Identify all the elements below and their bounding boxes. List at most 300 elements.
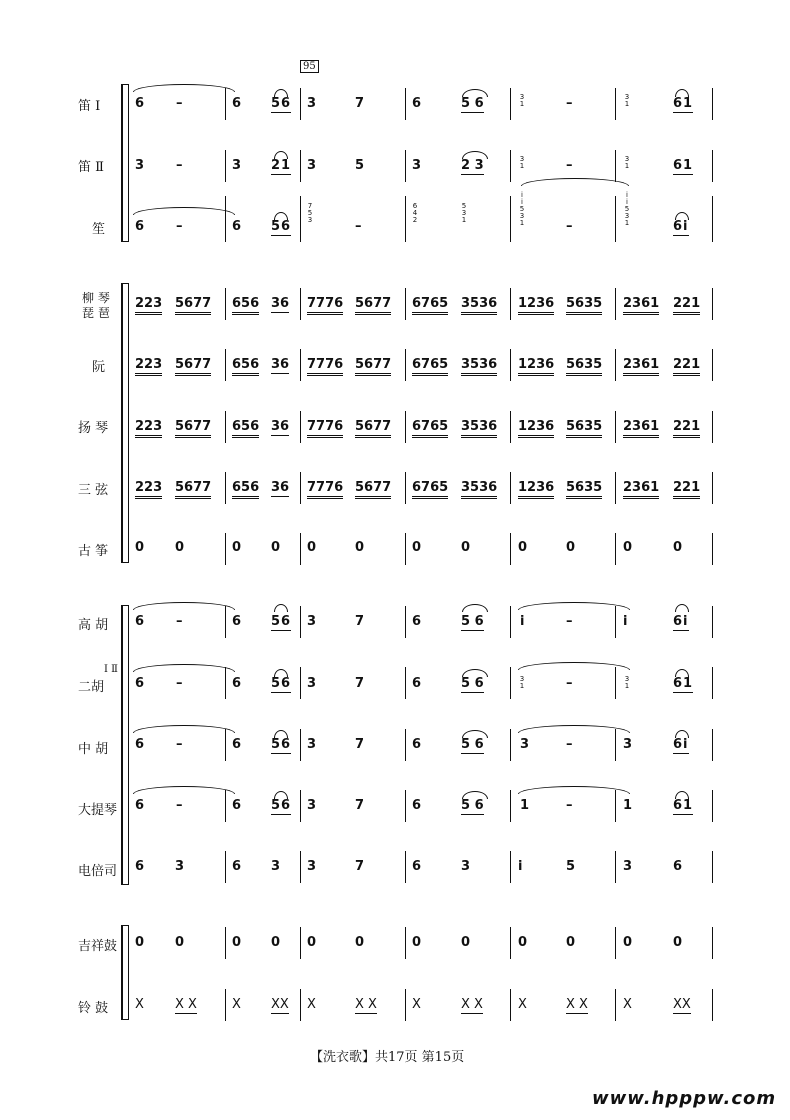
- note: 56: [271, 676, 292, 691]
- rest: 0: [355, 935, 365, 950]
- chord-note: 3 1: [624, 155, 630, 170]
- note: 6: [135, 859, 145, 874]
- barline: [510, 927, 511, 959]
- rest: 0: [175, 935, 185, 950]
- barline: [300, 989, 301, 1021]
- note: –: [566, 737, 573, 752]
- barline: [405, 790, 406, 822]
- rest: 0: [461, 935, 471, 950]
- note: 2361: [623, 480, 659, 499]
- note: 5 6: [461, 676, 484, 691]
- note: i: [520, 614, 525, 629]
- barline: [615, 989, 616, 1021]
- note: 5 6: [461, 798, 484, 813]
- note: 36: [271, 419, 290, 434]
- note: 1236: [518, 296, 554, 315]
- note: –: [176, 676, 183, 691]
- note: 56: [271, 219, 292, 234]
- barline: [405, 349, 406, 381]
- slur: [133, 786, 235, 794]
- bracket-cap: [121, 241, 128, 242]
- note: 5635: [566, 480, 602, 499]
- beat: X X: [355, 997, 377, 1012]
- note: 6: [135, 219, 145, 234]
- label-dizi-1: 笛 Ⅰ: [78, 99, 101, 114]
- barline: [712, 349, 713, 381]
- barline: [405, 288, 406, 320]
- label-sanxian: 三 弦: [78, 483, 109, 498]
- note: 5635: [566, 357, 602, 376]
- barline: [300, 288, 301, 320]
- barline: [510, 533, 511, 565]
- rest: 0: [518, 540, 528, 555]
- note: 7776: [307, 419, 343, 438]
- note: 61: [673, 158, 694, 173]
- note: 5677: [355, 357, 391, 376]
- note: 1236: [518, 357, 554, 376]
- slur: [518, 725, 630, 733]
- note: 21: [271, 158, 292, 173]
- rest: 0: [623, 935, 633, 950]
- barline: [510, 196, 511, 242]
- note: 5677: [175, 419, 211, 438]
- barline: [712, 667, 713, 699]
- chord-note: 3 1: [519, 155, 525, 170]
- note: 61: [673, 798, 694, 813]
- chord-note: 5 3 1: [461, 202, 467, 224]
- note: 656: [232, 357, 259, 376]
- note: 1236: [518, 480, 554, 499]
- note: 3: [307, 859, 317, 874]
- barline: [510, 606, 511, 638]
- note: 223: [135, 480, 162, 499]
- note: 6: [232, 798, 242, 813]
- barline: [225, 989, 226, 1021]
- note: 6: [232, 859, 242, 874]
- bracket-cap: [121, 884, 128, 885]
- barline: [405, 411, 406, 443]
- rest: 0: [175, 540, 185, 555]
- label-guzheng: 古 筝: [78, 544, 109, 559]
- note: 6: [232, 96, 242, 111]
- slur: [518, 602, 630, 610]
- rest: 0: [135, 540, 145, 555]
- system-line: [128, 283, 129, 563]
- label-sheng: 笙: [92, 222, 106, 237]
- note: 1: [623, 798, 633, 813]
- rest: 0: [518, 935, 528, 950]
- beat: XX: [673, 997, 691, 1012]
- barline: [615, 606, 616, 638]
- rest: 0: [566, 540, 576, 555]
- rest: 0: [412, 540, 422, 555]
- note: 656: [232, 480, 259, 499]
- barline: [510, 790, 511, 822]
- note: 6: [412, 614, 422, 629]
- label-gaohu: 高 胡: [78, 618, 109, 633]
- note: i: [518, 859, 523, 874]
- bracket-cap: [121, 605, 128, 606]
- slur: [521, 178, 629, 186]
- barline: [510, 667, 511, 699]
- label-jixianggu: 吉祥鼓: [78, 939, 118, 954]
- note: 7776: [307, 296, 343, 315]
- slur: [518, 786, 630, 794]
- note: 6i: [673, 614, 689, 629]
- note: –: [176, 737, 183, 752]
- chord-note: i i 5 3 1: [519, 191, 525, 227]
- barline: [300, 667, 301, 699]
- note: –: [355, 219, 362, 234]
- beat: XX: [271, 997, 289, 1012]
- note: 56: [271, 798, 292, 813]
- note: 6: [135, 798, 145, 813]
- rest: 0: [307, 540, 317, 555]
- barline: [300, 88, 301, 120]
- chord-note: 3 1: [519, 675, 525, 690]
- beat: X X: [175, 997, 197, 1012]
- barline: [225, 88, 226, 120]
- beat: X: [412, 997, 421, 1012]
- barline: [405, 667, 406, 699]
- barline: [225, 606, 226, 638]
- note: –: [566, 96, 573, 111]
- note: 7776: [307, 357, 343, 376]
- note: 3: [412, 158, 422, 173]
- barline: [405, 196, 406, 242]
- note: 5 6: [461, 737, 484, 752]
- rest: 0: [355, 540, 365, 555]
- note: 3: [307, 96, 317, 111]
- barline: [510, 851, 511, 883]
- barline: [405, 927, 406, 959]
- barline: [712, 533, 713, 565]
- note: 6: [232, 614, 242, 629]
- note: 2361: [623, 357, 659, 376]
- note: 6: [135, 96, 145, 111]
- bracket-bowed: [121, 605, 123, 885]
- barline: [225, 349, 226, 381]
- note: 1: [520, 798, 530, 813]
- label-erhu-parts: Ⅰ Ⅱ: [104, 664, 118, 675]
- rest: 0: [623, 540, 633, 555]
- label-pipa: 琵 琶: [82, 306, 110, 320]
- note: 3: [135, 158, 145, 173]
- barline: [712, 729, 713, 761]
- note: 6765: [412, 419, 448, 438]
- note: 6i: [673, 219, 689, 234]
- chord-note: 3 1: [624, 93, 630, 108]
- note: 5677: [355, 419, 391, 438]
- note: 656: [232, 419, 259, 438]
- note: 3: [307, 798, 317, 813]
- beat: X: [307, 997, 316, 1012]
- slur: [133, 207, 235, 215]
- note: 5 6: [461, 96, 484, 111]
- note: 6: [232, 676, 242, 691]
- note: 36: [271, 357, 290, 372]
- bracket-cap: [121, 562, 128, 563]
- barline: [300, 729, 301, 761]
- note: –: [566, 158, 573, 173]
- beat: X: [518, 997, 527, 1012]
- barline: [510, 150, 511, 182]
- note: 6: [412, 96, 422, 111]
- page-footer: 【洗衣歌】共17页 第15页: [310, 1050, 465, 1065]
- barline: [300, 196, 301, 242]
- label-datiqin: 大提琴: [78, 803, 118, 818]
- barline: [300, 150, 301, 182]
- slur: [462, 604, 488, 612]
- note: 3: [461, 859, 471, 874]
- bracket-percussion: [121, 925, 123, 1020]
- note: 6: [232, 219, 242, 234]
- note: 3: [307, 158, 317, 173]
- bracket-winds: [121, 84, 123, 242]
- barline: [300, 411, 301, 443]
- label-liuqin: 柳 琴: [82, 291, 110, 305]
- note: 3: [623, 737, 633, 752]
- barline: [225, 150, 226, 182]
- barline: [405, 606, 406, 638]
- barline: [405, 729, 406, 761]
- note: 36: [271, 296, 290, 311]
- rest: 0: [673, 935, 683, 950]
- barline: [510, 349, 511, 381]
- note: 7: [355, 859, 365, 874]
- note: 221: [673, 419, 700, 438]
- rest: 0: [307, 935, 317, 950]
- slur: [274, 604, 288, 612]
- chord-note: 3 1: [624, 675, 630, 690]
- note: 6: [135, 676, 145, 691]
- chord-note: 3 1: [519, 93, 525, 108]
- barline: [615, 927, 616, 959]
- barline: [225, 729, 226, 761]
- bracket-cap: [121, 925, 128, 926]
- rest: 0: [461, 540, 471, 555]
- slur: [518, 662, 630, 670]
- barline: [615, 667, 616, 699]
- barline: [225, 533, 226, 565]
- barline: [712, 927, 713, 959]
- note: 3536: [461, 357, 497, 376]
- bracket-plucked: [121, 283, 123, 563]
- label-erhu: 二胡: [78, 680, 105, 695]
- note: 5677: [355, 296, 391, 315]
- note: 7776: [307, 480, 343, 499]
- note: 3536: [461, 419, 497, 438]
- note: –: [566, 219, 573, 234]
- note: –: [176, 614, 183, 629]
- note: 5677: [175, 296, 211, 315]
- label-bass: 电倍司: [78, 864, 118, 879]
- rest: 0: [271, 935, 281, 950]
- note: 6: [412, 737, 422, 752]
- label-linggu: 铃 鼓: [78, 1001, 109, 1016]
- barline: [300, 851, 301, 883]
- barline: [712, 606, 713, 638]
- note: 5635: [566, 419, 602, 438]
- note: –: [176, 96, 183, 111]
- barline: [225, 411, 226, 443]
- barline: [615, 288, 616, 320]
- note: –: [566, 798, 573, 813]
- barline: [615, 411, 616, 443]
- note: –: [176, 219, 183, 234]
- beat: X: [623, 997, 632, 1012]
- barline: [300, 790, 301, 822]
- rest: 0: [673, 540, 683, 555]
- slur: [133, 664, 235, 672]
- note: 6: [412, 859, 422, 874]
- note: 223: [135, 357, 162, 376]
- note: 3536: [461, 480, 497, 499]
- note: 56: [271, 737, 292, 752]
- note: 3: [307, 737, 317, 752]
- note: 7: [355, 676, 365, 691]
- barline: [300, 533, 301, 565]
- barline: [712, 989, 713, 1021]
- beat: X X: [566, 997, 588, 1012]
- note: 5677: [175, 480, 211, 499]
- system-line: [128, 925, 129, 1020]
- note: –: [176, 158, 183, 173]
- chord-note: 7 5 3: [307, 202, 313, 224]
- barline: [615, 533, 616, 565]
- note: 656: [232, 296, 259, 315]
- barline: [615, 349, 616, 381]
- chord-note: 6 4 2: [412, 202, 418, 224]
- barline: [712, 288, 713, 320]
- note: 1236: [518, 419, 554, 438]
- barline: [225, 790, 226, 822]
- rest: 0: [412, 935, 422, 950]
- note: 6765: [412, 296, 448, 315]
- barline: [300, 349, 301, 381]
- system-line: [128, 605, 129, 885]
- barline: [225, 927, 226, 959]
- note: 223: [135, 419, 162, 438]
- barline: [510, 472, 511, 504]
- note: 221: [673, 357, 700, 376]
- rest: 0: [232, 935, 242, 950]
- note: 5: [566, 859, 576, 874]
- note: 2361: [623, 296, 659, 315]
- note: 3: [175, 859, 185, 874]
- note: 6765: [412, 480, 448, 499]
- note: 6765: [412, 357, 448, 376]
- barline: [405, 88, 406, 120]
- note: 36: [271, 480, 290, 495]
- beat: X X: [461, 997, 483, 1012]
- slur: [133, 602, 235, 610]
- barline: [615, 790, 616, 822]
- barline: [615, 196, 616, 242]
- note: 223: [135, 296, 162, 315]
- rest: 0: [271, 540, 281, 555]
- rest: 0: [566, 935, 576, 950]
- label-yangqin: 扬 琴: [78, 421, 109, 436]
- note: 61: [673, 96, 694, 111]
- barline: [712, 88, 713, 120]
- rehearsal-mark: 95: [300, 60, 319, 73]
- note: –: [176, 798, 183, 813]
- note: 7: [355, 614, 365, 629]
- bracket-cap: [121, 283, 128, 284]
- slur: [133, 84, 235, 92]
- barline: [615, 88, 616, 120]
- barline: [615, 729, 616, 761]
- note: –: [566, 676, 573, 691]
- rest: 0: [232, 540, 242, 555]
- barline: [405, 851, 406, 883]
- rest: 0: [135, 935, 145, 950]
- bracket-cap: [121, 1019, 128, 1020]
- system-line: [128, 84, 129, 242]
- barline: [225, 472, 226, 504]
- note: 5: [355, 158, 365, 173]
- barline: [405, 472, 406, 504]
- barline: [712, 472, 713, 504]
- barline: [712, 150, 713, 182]
- slur: [133, 725, 235, 733]
- note: 3536: [461, 296, 497, 315]
- barline: [405, 150, 406, 182]
- barline: [615, 150, 616, 182]
- note: 3: [232, 158, 242, 173]
- barline: [615, 851, 616, 883]
- note: 5635: [566, 296, 602, 315]
- watermark: www.hpppw.com: [592, 1088, 777, 1109]
- note: 3: [271, 859, 281, 874]
- note: 6: [412, 676, 422, 691]
- note: 6: [412, 798, 422, 813]
- note: 3: [307, 614, 317, 629]
- note: 5 6: [461, 614, 484, 629]
- barline: [225, 851, 226, 883]
- note: 6: [135, 614, 145, 629]
- barline: [300, 472, 301, 504]
- barline: [405, 533, 406, 565]
- note: 5677: [355, 480, 391, 499]
- barline: [510, 411, 511, 443]
- note: i: [623, 614, 628, 629]
- bracket-cap: [121, 84, 128, 85]
- note: –: [566, 614, 573, 629]
- barline: [225, 196, 226, 242]
- note: 2361: [623, 419, 659, 438]
- note: 6: [673, 859, 683, 874]
- note: 7: [355, 798, 365, 813]
- note: 3: [623, 859, 633, 874]
- note: 7: [355, 96, 365, 111]
- barline: [300, 927, 301, 959]
- barline: [712, 196, 713, 242]
- note: 6i: [673, 737, 689, 752]
- barline: [225, 288, 226, 320]
- barline: [300, 606, 301, 638]
- barline: [510, 729, 511, 761]
- barline: [712, 411, 713, 443]
- chord-note: i i 5 3 1: [624, 191, 630, 227]
- barline: [405, 989, 406, 1021]
- barline: [712, 790, 713, 822]
- note: 3: [307, 676, 317, 691]
- label-zhonghu: 中 胡: [78, 742, 109, 757]
- note: 6: [135, 737, 145, 752]
- barline: [510, 989, 511, 1021]
